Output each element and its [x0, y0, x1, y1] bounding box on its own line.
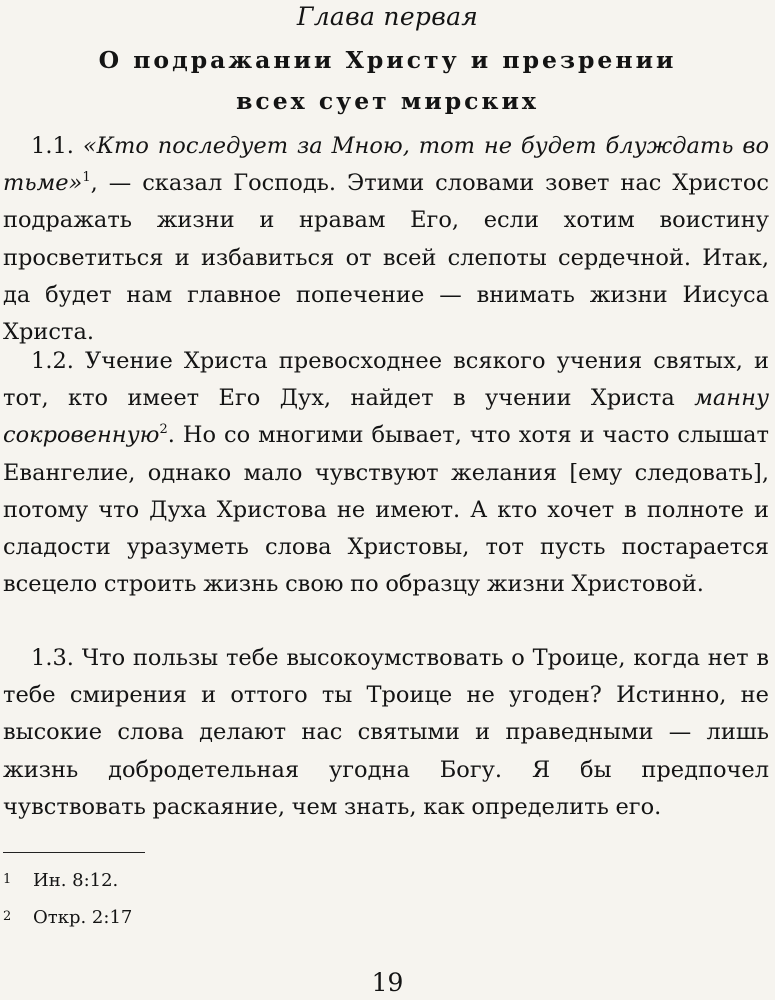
footnote-1 — [3, 869, 118, 892]
paragraph-text: Учение Христа превосходнее всякого учения святых, и тот, кто имеет Его Дух, найдет в учении Христа — [3, 348, 769, 412]
paragraph-text: . Но со многими бывает, что хотя и часто слышат Евангелие, однако мало чувствуют желания [ему следовать], потому что Духа Христова не имеют. А кто хочет в полноте и сладости уразуметь слова Христовы, тот пусть постарается всецело строить жизнь свою по образцу жизни Христовой. — [3, 422, 769, 598]
footnote-ref[interactable]: 1 — [82, 170, 91, 186]
footnote-ref[interactable]: 2 — [159, 422, 168, 438]
page-number: 19 — [371, 968, 404, 997]
paragraph-text: , — сказал Господь. Этими словами зовет нас Христос подражать жизни и нравам Его, если хотим воистину просветиться и избавиться от всей слепоты сердечной. Итак, да будет нам главное попечение — внимать жизни Иисуса Христа. — [3, 170, 769, 346]
paragraph-1-1 — [3, 128, 769, 351]
chapter-label: Глава первая — [296, 2, 479, 31]
paragraph-number: 1.2. — [31, 348, 74, 374]
paragraph-1-2 — [3, 343, 769, 603]
footnote-divider — [3, 852, 145, 853]
paragraph-number: 1.1. — [31, 133, 74, 159]
chapter-title-line-1: О подражании Христу и презрении — [98, 46, 677, 74]
footnote-number: 2 — [3, 909, 12, 924]
italic-phrase: манну сокровенную — [3, 385, 769, 449]
chapter-title — [0, 40, 775, 122]
footnote-2 — [3, 906, 132, 929]
footnote-text: Ин. 8:12. — [33, 870, 119, 891]
paragraph-text: Что пользы тебе высокоумствовать о Троице, когда нет в тебе смирения и оттого ты Троице не угоден? Истинно, не высокие слова делают нас святыми и праведными — лишь жизнь добродетельная угодна Богу. Я бы предпочел чувствовать раскаяние, чем знать, как определить его. — [3, 645, 769, 820]
paragraph-1-3 — [3, 640, 769, 826]
footnote-text: Откр. 2:17 — [33, 907, 133, 928]
quote: «Кто последует за Мною, тот не будет блуждать во тьме» — [3, 133, 769, 197]
footnote-number: 1 — [3, 872, 12, 887]
paragraph-number: 1.3. — [31, 645, 74, 671]
chapter-title-line-2: всех сует мирских — [236, 87, 539, 115]
